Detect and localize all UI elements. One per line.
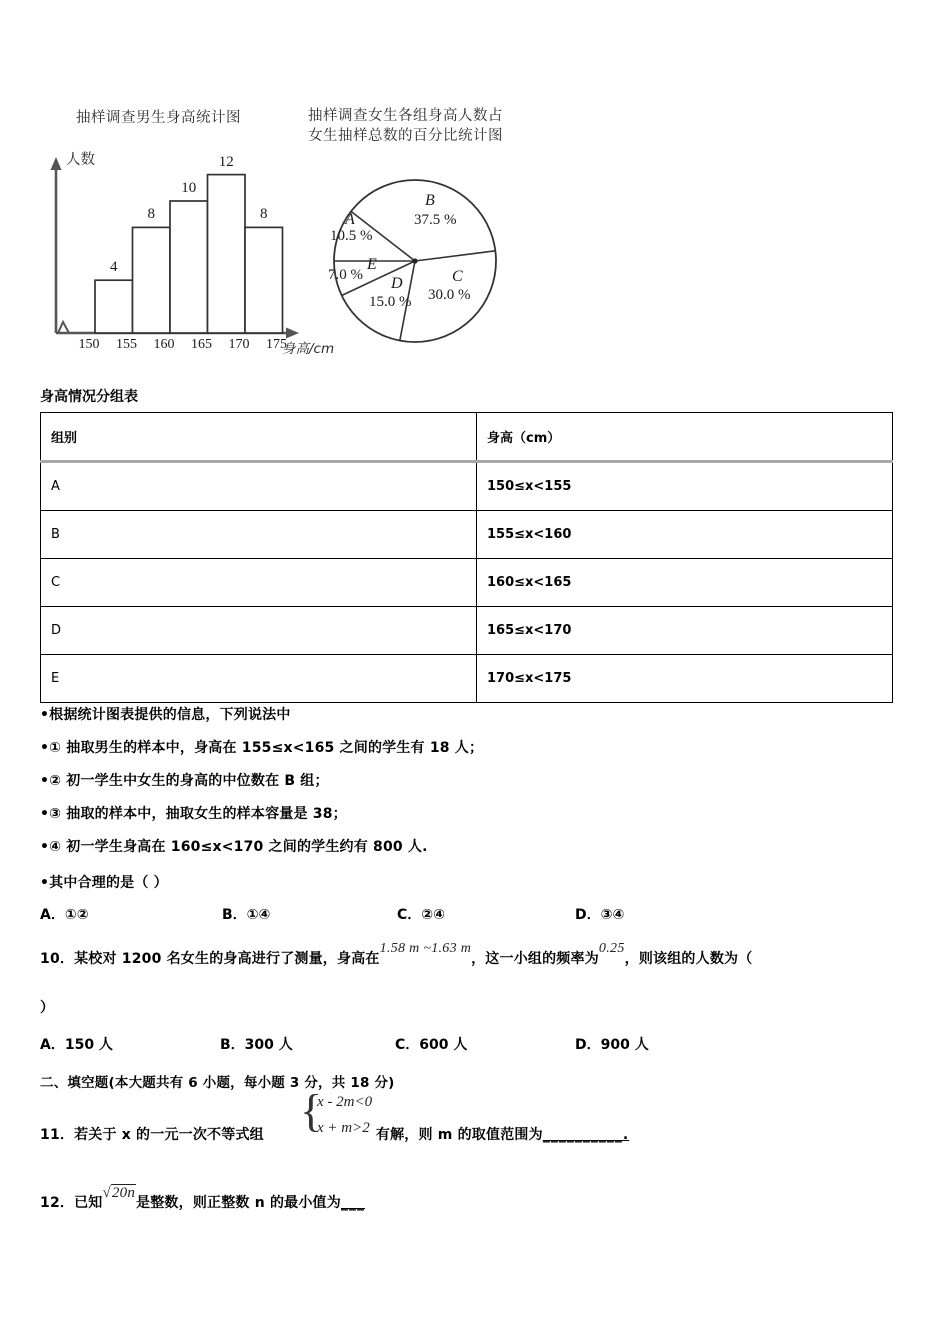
q9-option-b[interactable]: B．①④ [222, 907, 271, 923]
q9-item-4: •④ 初一学生身高在 160≤x<170 之间的学生约有 800 人. [40, 839, 428, 855]
pie-label-percent-D: 15.0 % [369, 294, 412, 310]
bar-chart-y-axis-label: 人数 [66, 152, 95, 168]
q10-math-range: 1.58 m ~1.63 m [379, 941, 472, 956]
pie-chart [334, 180, 496, 342]
pie-label-percent-C: 30.0 % [428, 287, 471, 303]
q12-sqrt-expression: √20n [102, 1185, 136, 1201]
q9-options [40, 904, 920, 924]
q10-stem-tail: ） [40, 1000, 55, 1016]
x-tick-label: 165 [191, 337, 212, 352]
q9-item-3: •③ 抽取的样本中，抽取女生的样本容量是 38； [40, 806, 347, 822]
table-cell-range: 155≤x<160 [477, 511, 893, 559]
pie-label-letter-B: B [425, 192, 435, 209]
q11-text-2: 有解，则 m 的取值范围为 [375, 1127, 543, 1143]
table-cell-group: C [41, 559, 477, 607]
charts-svg [0, 0, 950, 370]
table-cell-group: B [41, 511, 477, 559]
table-caption: 身高情况分组表 [40, 389, 138, 405]
q10-option-d[interactable]: D．900 人 [575, 1037, 649, 1053]
section-2-title: 二、填空题(本大题共有 6 小题，每小题 3 分，共 18 分) [40, 1075, 395, 1091]
q11-text-1: 11．若关于 x 的一元一次不等式组 [40, 1127, 264, 1143]
q9-option-c[interactable]: C．②④ [397, 907, 445, 923]
x-tick-label: 150 [78, 337, 100, 352]
q12-answer-blank[interactable]: ___ [340, 1195, 365, 1211]
q11-equation-2: x + m>2 [317, 1120, 370, 1136]
pie-label-letter-C: C [452, 268, 463, 285]
pie-label-percent-B: 37.5 % [414, 212, 457, 228]
x-tick-label: 155 [116, 337, 137, 352]
q12-stem [40, 1185, 365, 1212]
bar-value-label: 8 [260, 206, 268, 223]
q9-option-a[interactable]: A．①② [40, 907, 89, 923]
q9-item-1: •① 抽取男生的样本中，身高在 155≤x<165 之间的学生有 18 人； [40, 740, 484, 756]
table-cell-range: 160≤x<165 [477, 559, 893, 607]
q10-option-b[interactable]: B．300 人 [220, 1037, 293, 1053]
bar-150~155 [95, 280, 133, 333]
q10-stem [40, 941, 753, 968]
bar-value-label: 10 [181, 180, 197, 196]
pie-chart-title-line1: 抽样调查女生各组身高人数占 [308, 108, 503, 124]
table-row [41, 607, 893, 655]
q11-answer-blank[interactable]: __________. [542, 1127, 630, 1143]
q9-stem: •根据统计图表提供的信息，下列说法中 [40, 707, 291, 723]
table-header-row [41, 413, 893, 462]
table-cell-group: A [41, 462, 477, 511]
left-brace-glyph: { [300, 1085, 323, 1136]
pie-label-letter-D: D [391, 275, 403, 292]
table-header-cell: 组别 [41, 413, 477, 462]
pie-label-percent-E: 7.0 % [328, 267, 363, 283]
pie-label-letter-A: A [345, 211, 355, 228]
bar-155~160 [133, 227, 171, 333]
bar-value-label: 12 [218, 153, 234, 170]
height-group-table [40, 412, 893, 703]
bar-chart-title: 抽样调查男生身高统计图 [76, 110, 241, 126]
q10-text-1: 10．某校对 1200 名女生的身高进行了测量，身高在 [40, 951, 380, 967]
bar-165~170 [208, 175, 246, 333]
table-row [41, 559, 893, 607]
q10-text-3: ，则该组的人数为（ [624, 951, 753, 967]
x-tick-label: 160 [153, 337, 175, 352]
pie-center-dot [412, 258, 417, 263]
bar-value-label: 4 [110, 259, 118, 276]
table-header-cell: 身高（cm） [477, 413, 893, 462]
x-tick-label: 175 [266, 337, 287, 352]
bar-160~165 [170, 201, 208, 333]
q11-inequality-system [300, 1085, 420, 1152]
table-row [41, 511, 893, 559]
q10-options [40, 1034, 920, 1054]
q9-ask: •其中合理的是（ ） [40, 875, 168, 891]
table-row [41, 462, 893, 511]
bar-chart-x-axis-label: 身高/cm [282, 341, 335, 357]
table-cell-group: E [41, 655, 477, 703]
pie-chart-title-line2: 女生抽样总数的百分比统计图 [308, 128, 503, 144]
bar-value-label: 8 [147, 206, 155, 223]
q12-text-1: 12．已知 [40, 1195, 103, 1211]
bar-170~175 [245, 227, 283, 333]
table-cell-group: D [41, 607, 477, 655]
q10-math-frequency: 0.25 [598, 941, 625, 956]
table-cell-range: 170≤x<175 [477, 655, 893, 703]
q10-text-2: ，这一小组的频率为 [471, 951, 599, 967]
q11-equation-1: x - 2m<0 [317, 1094, 373, 1110]
pie-label-letter-E: E [367, 256, 377, 273]
q12-radicand: 20n [111, 1185, 136, 1201]
table-cell-range: 150≤x<155 [477, 462, 893, 511]
table-cell-range: 165≤x<170 [477, 607, 893, 655]
q9-item-2: •② 初一学生中女生的身高的中位数在 B 组； [40, 773, 329, 789]
table-row [41, 655, 893, 703]
q10-option-c[interactable]: C．600 人 [395, 1037, 468, 1053]
q9-option-d[interactable]: D．③④ [575, 907, 625, 923]
pie-label-percent-A: 10.5 % [330, 228, 373, 244]
q12-text-2: 是整数，则正整数 n 的最小值为 [136, 1195, 341, 1211]
bar-chart-bars [95, 175, 283, 333]
statistics-figure [0, 0, 950, 370]
x-tick-label: 170 [228, 337, 250, 352]
q10-option-a[interactable]: A．150 人 [40, 1037, 113, 1053]
